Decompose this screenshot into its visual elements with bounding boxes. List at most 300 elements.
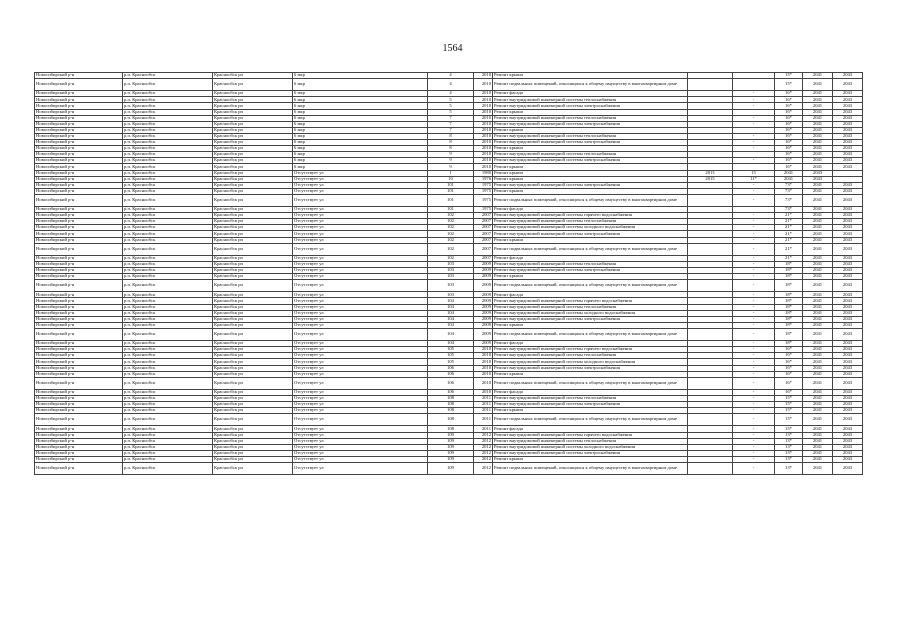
cell-year-to: 2043 [833, 158, 863, 164]
cell-settlement: р.п. Краснообск [123, 280, 213, 292]
cell-year-from: 2041 [803, 103, 833, 109]
cell-build-year: 2010 [474, 127, 493, 133]
cell-street: Отсутствует ул [293, 298, 428, 304]
cell-term: 16* [775, 146, 803, 152]
cell-term: 13* [775, 438, 803, 444]
cell-term: 21* [775, 225, 803, 231]
cell-term: 16* [775, 97, 803, 103]
cell-street: Отсутствует ул [293, 408, 428, 414]
cell-plan-year-b: - [733, 140, 775, 146]
cell-plan-year-a [688, 280, 733, 292]
cell-locality: Краснообск рп [213, 456, 293, 462]
cell-locality: Краснообск рп [213, 414, 293, 426]
cell-plan-year-b: - [733, 115, 775, 121]
cell-street: 6 мкр [293, 73, 428, 79]
cell-settlement: р.п. Краснообск [123, 207, 213, 213]
cell-district: Новосибирский р-н [35, 194, 123, 206]
cell-year-from: 2041 [803, 450, 833, 456]
cell-work-type: Ремонт подвальных помещений, относящихся к общему имуществу в многоквартирном доме [493, 463, 688, 475]
cell-settlement: р.п. Краснообск [123, 115, 213, 121]
cell-work-type: Ремонт крыши [493, 73, 688, 79]
cell-build-year: 2009 [474, 261, 493, 267]
cell-locality: Краснообск рп [213, 444, 293, 450]
cell-settlement: р.п. Краснообск [123, 231, 213, 237]
cell-year-from: 2041 [803, 109, 833, 115]
cell-term: 21* [775, 213, 803, 219]
cell-plan-year-b: - [733, 450, 775, 456]
cell-year-to: 2043 [833, 268, 863, 274]
cell-district: Новосибирский р-н [35, 146, 123, 152]
cell-work-type: Ремонт внутридомовой инженерной системы электроснабжения [493, 182, 688, 188]
cell-year-to: 2043 [833, 207, 863, 213]
cell-plan-year-a [688, 328, 733, 340]
cell-settlement: р.п. Краснообск [123, 255, 213, 261]
cell-build-year: 2011 [474, 426, 493, 432]
cell-build-year: 2010 [474, 121, 493, 127]
cell-plan-year-a [688, 414, 733, 426]
cell-plan-year-a: 2015 [688, 176, 733, 182]
cell-plan-year-b: - [733, 316, 775, 322]
cell-build-year: 2010 [474, 91, 493, 97]
cell-settlement: р.п. Краснообск [123, 463, 213, 475]
cell-locality: Краснообск рп [213, 237, 293, 243]
cell-plan-year-b: - [733, 456, 775, 462]
cell-house-number: 4 [428, 91, 474, 97]
cell-build-year: 2010 [474, 371, 493, 377]
cell-locality: Краснообск рп [213, 280, 293, 292]
cell-term: 21* [775, 255, 803, 261]
cell-settlement: р.п. Краснообск [123, 328, 213, 340]
cell-street: Отсутствует ул [293, 371, 428, 377]
cell-term: 16* [775, 389, 803, 395]
cell-house-number: 7 [428, 115, 474, 121]
cell-build-year: 2007 [474, 255, 493, 261]
cell-plan-year-b: - [733, 444, 775, 450]
cell-house-number: 109 [428, 456, 474, 462]
cell-plan-year-b: - [733, 261, 775, 267]
cell-term: 15* [775, 73, 803, 79]
cell-term: 16* [775, 103, 803, 109]
cell-locality: Краснообск рп [213, 231, 293, 237]
cell-locality: Краснообск рп [213, 121, 293, 127]
cell-year-from: 2041 [803, 365, 833, 371]
cell-locality: Краснообск рп [213, 127, 293, 133]
cell-build-year: 2007 [474, 231, 493, 237]
cell-street: Отсутствует ул [293, 310, 428, 316]
cell-work-type: Ремонт фасада [493, 426, 688, 432]
cell-term: 18* [775, 310, 803, 316]
cell-plan-year-b: - [733, 322, 775, 328]
cell-settlement: р.п. Краснообск [123, 170, 213, 176]
cell-year-to: 2043 [833, 444, 863, 450]
cell-year-to: 2043 [833, 432, 863, 438]
cell-plan-year-a [688, 377, 733, 389]
cell-build-year: 2012 [474, 432, 493, 438]
cell-year-from: 2041 [803, 188, 833, 194]
cell-work-type: Ремонт крыши [493, 170, 688, 176]
cell-locality: Краснообск рп [213, 347, 293, 353]
cell-locality: Краснообск рп [213, 292, 293, 298]
cell-locality: Краснообск рп [213, 188, 293, 194]
cell-term: 2041 [775, 176, 803, 182]
cell-locality: Краснообск рп [213, 182, 293, 188]
cell-build-year: 2012 [474, 456, 493, 462]
cell-locality: Краснообск рп [213, 140, 293, 146]
cell-term: 73* [775, 207, 803, 213]
cell-build-year: 2010 [474, 103, 493, 109]
cell-work-type: Ремонт внутридомовой инженерной системы теплоснабжения [493, 115, 688, 121]
cell-house-number: 103 [428, 274, 474, 280]
cell-year-to: 2043 [833, 414, 863, 426]
cell-house-number: 106 [428, 389, 474, 395]
cell-year-to: 2043 [833, 146, 863, 152]
cell-district: Новосибирский р-н [35, 389, 123, 395]
cell-term: 21* [775, 243, 803, 255]
cell-district: Новосибирский р-н [35, 463, 123, 475]
cell-district: Новосибирский р-н [35, 341, 123, 347]
cell-build-year: 2009 [474, 274, 493, 280]
cell-year-to: 2043 [833, 97, 863, 103]
cell-settlement: р.п. Краснообск [123, 152, 213, 158]
cell-district: Новосибирский р-н [35, 213, 123, 219]
cell-plan-year-a [688, 194, 733, 206]
cell-settlement: р.п. Краснообск [123, 395, 213, 401]
cell-house-number: 106 [428, 377, 474, 389]
table-row [35, 377, 863, 389]
cell-house-number: 106 [428, 365, 474, 371]
cell-plan-year-b: - [733, 243, 775, 255]
cell-district: Новосибирский р-н [35, 414, 123, 426]
cell-house-number: 103 [428, 268, 474, 274]
cell-build-year: 1975 [474, 182, 493, 188]
cell-work-type: Ремонт подвальных помещений, относящихся к общему имуществу в многоквартирном доме [493, 243, 688, 255]
table-row [35, 243, 863, 255]
cell-settlement: р.п. Краснообск [123, 450, 213, 456]
cell-work-type: Ремонт фасада [493, 255, 688, 261]
cell-build-year: 2012 [474, 463, 493, 475]
cell-term: 16* [775, 91, 803, 97]
cell-build-year: 2009 [474, 328, 493, 340]
cell-term: 16* [775, 158, 803, 164]
cell-locality: Краснообск рп [213, 133, 293, 139]
cell-locality: Краснообск рп [213, 395, 293, 401]
cell-build-year: 2009 [474, 341, 493, 347]
cell-locality: Краснообск рп [213, 353, 293, 359]
cell-settlement: р.п. Краснообск [123, 389, 213, 395]
cell-term: 15* [775, 395, 803, 401]
cell-year-from: 2041 [803, 414, 833, 426]
cell-term: 18* [775, 268, 803, 274]
cell-locality: Краснообск рп [213, 463, 293, 475]
cell-street: Отсутствует ул [293, 231, 428, 237]
cell-district: Новосибирский р-н [35, 176, 123, 182]
cell-build-year: 2010 [474, 152, 493, 158]
cell-locality: Краснообск рп [213, 79, 293, 91]
cell-settlement: р.п. Краснообск [123, 444, 213, 450]
cell-house-number: 102 [428, 219, 474, 225]
cell-district: Новосибирский р-н [35, 280, 123, 292]
cell-settlement: р.п. Краснообск [123, 347, 213, 353]
cell-term: 13* [775, 450, 803, 456]
cell-term: 16* [775, 164, 803, 170]
cell-term: 18* [775, 292, 803, 298]
cell-work-type: Ремонт внутридомовой инженерной системы теплоснабжения [493, 133, 688, 139]
cell-locality: Краснообск рп [213, 402, 293, 408]
cell-year-from: 2041 [803, 353, 833, 359]
cell-plan-year-b: - [733, 292, 775, 298]
cell-house-number: 5 [428, 97, 474, 103]
cell-settlement: р.п. Краснообск [123, 341, 213, 347]
cell-plan-year-b: - [733, 97, 775, 103]
cell-house-number: 108 [428, 426, 474, 432]
cell-year-to: 2043 [833, 408, 863, 414]
cell-build-year: 2007 [474, 225, 493, 231]
cell-year-to: 2043 [833, 73, 863, 79]
cell-build-year: 2007 [474, 237, 493, 243]
cell-house-number: 8 [428, 146, 474, 152]
cell-plan-year-b: - [733, 389, 775, 395]
cell-locality: Краснообск рп [213, 371, 293, 377]
cell-term: 16* [775, 365, 803, 371]
cell-district: Новосибирский р-н [35, 322, 123, 328]
cell-street: Отсутствует ул [293, 438, 428, 444]
cell-work-type: Ремонт внутридомовой инженерной системы горячего водоснабжения [493, 347, 688, 353]
cell-locality: Краснообск рп [213, 328, 293, 340]
cell-house-number: 5 [428, 103, 474, 109]
cell-locality: Краснообск рп [213, 255, 293, 261]
cell-locality: Краснообск рп [213, 152, 293, 158]
cell-year-to: 2043 [833, 347, 863, 353]
cell-district: Новосибирский р-н [35, 231, 123, 237]
cell-year-to: 2043 [833, 182, 863, 188]
cell-street: 6 мкр [293, 133, 428, 139]
cell-work-type: Ремонт фасада [493, 207, 688, 213]
cell-plan-year-b [733, 79, 775, 91]
cell-year-from: 2041 [803, 261, 833, 267]
cell-work-type: Ремонт подвальных помещений, относящихся к общему имуществу в многоквартирном доме [493, 194, 688, 206]
cell-year-from: 2041 [803, 438, 833, 444]
cell-locality: Краснообск рп [213, 426, 293, 432]
cell-district: Новосибирский р-н [35, 79, 123, 91]
cell-year-from: 2041 [803, 243, 833, 255]
cell-house-number: 102 [428, 231, 474, 237]
cell-settlement: р.п. Краснообск [123, 79, 213, 91]
cell-plan-year-b: - [733, 328, 775, 340]
cell-plan-year-b: - [733, 298, 775, 304]
cell-street: 6 мкр [293, 121, 428, 127]
cell-house-number: 9 [428, 158, 474, 164]
cell-street: 6 мкр [293, 97, 428, 103]
cell-house-number: 108 [428, 402, 474, 408]
cell-build-year: 2010 [474, 115, 493, 121]
cell-plan-year-b: - [733, 237, 775, 243]
cell-year-from: 2041 [803, 456, 833, 462]
cell-work-type: Ремонт внутридомовой инженерной системы теплоснабжения [493, 304, 688, 310]
cell-locality: Краснообск рп [213, 316, 293, 322]
cell-year-from: 2041 [803, 304, 833, 310]
cell-plan-year-b: - [733, 402, 775, 408]
cell-street: 6 мкр [293, 103, 428, 109]
cell-year-from: 2041 [803, 79, 833, 91]
cell-house-number: 7 [428, 127, 474, 133]
cell-house-number: 109 [428, 463, 474, 475]
cell-year-from: 2041 [803, 152, 833, 158]
cell-term: 16* [775, 133, 803, 139]
cell-term: 21* [775, 237, 803, 243]
cell-street: 6 мкр [293, 164, 428, 170]
cell-house-number: 109 [428, 450, 474, 456]
cell-locality: Краснообск рп [213, 146, 293, 152]
cell-build-year: 2010 [474, 79, 493, 91]
cell-house-number: 4 [428, 79, 474, 91]
cell-term: 18* [775, 298, 803, 304]
cell-locality: Краснообск рп [213, 164, 293, 170]
cell-work-type: Ремонт внутридомовой инженерной системы электроснабжения [493, 402, 688, 408]
cell-year-to: 2043 [833, 359, 863, 365]
cell-year-to: 2043 [833, 304, 863, 310]
cell-district: Новосибирский р-н [35, 432, 123, 438]
cell-plan-year-b: - [733, 304, 775, 310]
cell-street: Отсутствует ул [293, 463, 428, 475]
cell-year-from: 2041 [803, 182, 833, 188]
cell-house-number: 104 [428, 304, 474, 310]
cell-street: Отсутствует ул [293, 255, 428, 261]
cell-locality: Краснообск рп [213, 322, 293, 328]
cell-street: Отсутствует ул [293, 377, 428, 389]
cell-year-from: 2043 [803, 170, 833, 176]
cell-street: Отсутствует ул [293, 261, 428, 267]
cell-build-year: 2011 [474, 395, 493, 401]
cell-house-number: 101 [428, 194, 474, 206]
cell-district: Новосибирский р-н [35, 164, 123, 170]
cell-settlement: р.п. Краснообск [123, 456, 213, 462]
cell-plan-year-b: - [733, 146, 775, 152]
cell-work-type: Ремонт крыши [493, 164, 688, 170]
table-row [35, 280, 863, 292]
cell-year-from: 2041 [803, 225, 833, 231]
cell-work-type: Ремонт внутридомовой инженерной системы холодного водоснабжения [493, 310, 688, 316]
cell-house-number: 105 [428, 353, 474, 359]
cell-build-year: 2010 [474, 109, 493, 115]
cell-district: Новосибирский р-н [35, 219, 123, 225]
cell-plan-year-b: - [733, 408, 775, 414]
cell-work-type: Ремонт фасада [493, 91, 688, 97]
cell-locality: Краснообск рп [213, 97, 293, 103]
cell-settlement: р.п. Краснообск [123, 408, 213, 414]
cell-year-from: 2041 [803, 298, 833, 304]
cell-street: Отсутствует ул [293, 219, 428, 225]
cell-locality: Краснообск рп [213, 103, 293, 109]
cell-district: Новосибирский р-н [35, 310, 123, 316]
cell-plan-year-b: - [733, 103, 775, 109]
cell-house-number: 103 [428, 280, 474, 292]
cell-street: Отсутствует ул [293, 292, 428, 298]
cell-district: Новосибирский р-н [35, 109, 123, 115]
cell-term: 16* [775, 109, 803, 115]
cell-work-type: Ремонт крыши [493, 176, 688, 182]
cell-district: Новосибирский р-н [35, 188, 123, 194]
cell-district: Новосибирский р-н [35, 207, 123, 213]
cell-district: Новосибирский р-н [35, 268, 123, 274]
cell-work-type: Ремонт крыши [493, 274, 688, 280]
cell-plan-year-b: - [733, 426, 775, 432]
cell-build-year: 2012 [474, 444, 493, 450]
cell-work-type: Ремонт внутридомовой инженерной системы теплоснабжения [493, 219, 688, 225]
table-row [35, 463, 863, 475]
cell-house-number: 109 [428, 432, 474, 438]
cell-year-to: 2043 [833, 456, 863, 462]
cell-locality: Краснообск рп [213, 359, 293, 365]
cell-locality: Краснообск рп [213, 194, 293, 206]
cell-street: Отсутствует ул [293, 207, 428, 213]
cell-build-year: 1975 [474, 194, 493, 206]
cell-year-from: 2041 [803, 268, 833, 274]
cell-work-type: Ремонт фасада [493, 389, 688, 395]
cell-house-number: 8 [428, 133, 474, 139]
cell-settlement: р.п. Краснообск [123, 292, 213, 298]
cell-year-to: 2043 [833, 225, 863, 231]
cell-year-from: 2043 [803, 176, 833, 182]
cell-term: 16* [775, 115, 803, 121]
cell-locality: Краснообск рп [213, 176, 293, 182]
cell-year-from: 2041 [803, 219, 833, 225]
cell-build-year: 2007 [474, 213, 493, 219]
cell-plan-year-b: - [733, 414, 775, 426]
cell-plan-year-a [688, 243, 733, 255]
cell-street: Отсутствует ул [293, 188, 428, 194]
cell-settlement: р.п. Краснообск [123, 322, 213, 328]
cell-house-number: 108 [428, 414, 474, 426]
cell-work-type: Ремонт внутридомовой инженерной системы холодного водоснабжения [493, 359, 688, 365]
cell-term: 13* [775, 444, 803, 450]
cell-district: Новосибирский р-н [35, 438, 123, 444]
cell-build-year: 2010 [474, 347, 493, 353]
cell-work-type: Ремонт крыши [493, 146, 688, 152]
cell-locality: Краснообск рп [213, 341, 293, 347]
cell-settlement: р.п. Краснообск [123, 274, 213, 280]
cell-term: 13* [775, 456, 803, 462]
cell-district: Новосибирский р-н [35, 170, 123, 176]
cell-house-number: 104 [428, 316, 474, 322]
cell-work-type: Ремонт внутридомовой инженерной системы горячего водоснабжения [493, 298, 688, 304]
cell-build-year: 2007 [474, 243, 493, 255]
cell-district: Новосибирский р-н [35, 316, 123, 322]
cell-house-number: 104 [428, 322, 474, 328]
cell-plan-year-b: - [733, 353, 775, 359]
cell-plan-year-b: - [733, 121, 775, 127]
cell-street: Отсутствует ул [293, 328, 428, 340]
cell-year-to: 2043 [833, 463, 863, 475]
cell-year-to: 2043 [833, 322, 863, 328]
cell-street: Отсутствует ул [293, 213, 428, 219]
cell-settlement: р.п. Краснообск [123, 121, 213, 127]
cell-term: 16* [775, 152, 803, 158]
cell-year-to: 2043 [833, 292, 863, 298]
cell-settlement: р.п. Краснообск [123, 109, 213, 115]
table-row [35, 328, 863, 340]
cell-term: 21* [775, 231, 803, 237]
cell-house-number: 102 [428, 225, 474, 231]
cell-year-to: 2043 [833, 164, 863, 170]
cell-street: 6 мкр [293, 109, 428, 115]
cell-district: Новосибирский р-н [35, 365, 123, 371]
cell-build-year: 2010 [474, 389, 493, 395]
cell-year-from: 2041 [803, 146, 833, 152]
cell-street: 6 мкр [293, 127, 428, 133]
cell-term: 16* [775, 359, 803, 365]
cell-year-from: 2041 [803, 292, 833, 298]
page-number: 1564 [442, 43, 463, 54]
